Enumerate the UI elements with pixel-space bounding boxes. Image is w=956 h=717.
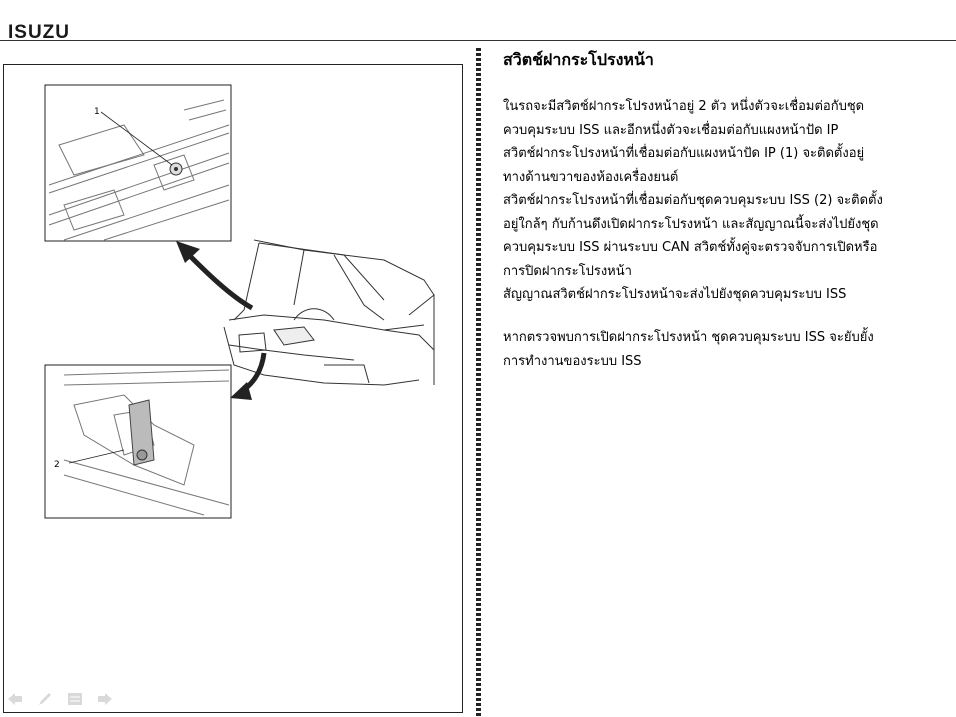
text-line: ควบคุมระบบ ISS ผ่านระบบ CAN สวิตช์ทั้งคู่จะตรวจจับการเปิดหรือ [503,240,878,255]
inset-ip-switch [45,85,231,241]
isuzu-logo: ISUZU [8,22,70,43]
text-line: อยู่ใกล้ๆ กับก้านดึงเปิดฝากระโปรงหน้า และสัญญาณนี้จะส่งไปยังชุด [503,216,879,232]
arrow-to-iss-switch [230,353,264,400]
column-divider [476,48,481,717]
text-line: ทางด้านขวาของห้องเครื่องยนต์ [503,169,679,185]
text-line: การปิดฝากระโปรงหน้า [503,263,632,279]
forward-icon[interactable] [96,690,114,708]
hood-switch-illustration [4,65,462,712]
arrow-to-ip-switch [176,241,252,308]
back-icon[interactable] [6,690,24,708]
description-paragraph [503,95,953,307]
page-title: สวิตช์ฝากระโปรงหน้า [503,50,654,69]
inhibit-paragraph [503,326,953,373]
figure-frame [3,64,463,713]
menu-icon[interactable] [66,690,84,708]
text-line: สวิตช์ฝากระโปรงหน้าที่เชื่อมต่อกับแผงหน้าปัด IP (1) จะติดตั้งอยู่ [503,146,865,161]
text-line: ควบคุมระบบ ISS และอีกหนึ่งตัวจะเชื่อมต่อกับแผงหน้าปัด IP [503,122,839,138]
vehicle-front-view [224,240,434,385]
slide-nav [6,690,114,708]
text-line: การทำงานของระบบ ISS [503,353,642,369]
text-line: ในรถจะมีสวิตช์ฝากระโปรงหน้าอยู่ 2 ตัว หนึ่งตัวจะเชื่อมต่อกับชุด [503,99,865,114]
callout-1: 1 [94,107,100,117]
inset-iss-switch [45,365,231,518]
callout-2: 2 [54,460,60,470]
text-line: หากตรวจพบการเปิดฝากระโปรงหน้า ชุดควบคุมระบบ ISS จะยับยั้ง [503,330,874,345]
header-rule [0,40,956,41]
text-line: สัญญาณสวิตช์ฝากระโปรงหน้าจะส่งไปยังชุดควบคุมระบบ ISS [503,287,847,302]
pen-icon[interactable] [36,690,54,708]
text-line: สวิตช์ฝากระโปรงหน้าที่เชื่อมต่อกับชุดควบคุมระบบ ISS (2) จะติดตั้ง [503,193,883,208]
